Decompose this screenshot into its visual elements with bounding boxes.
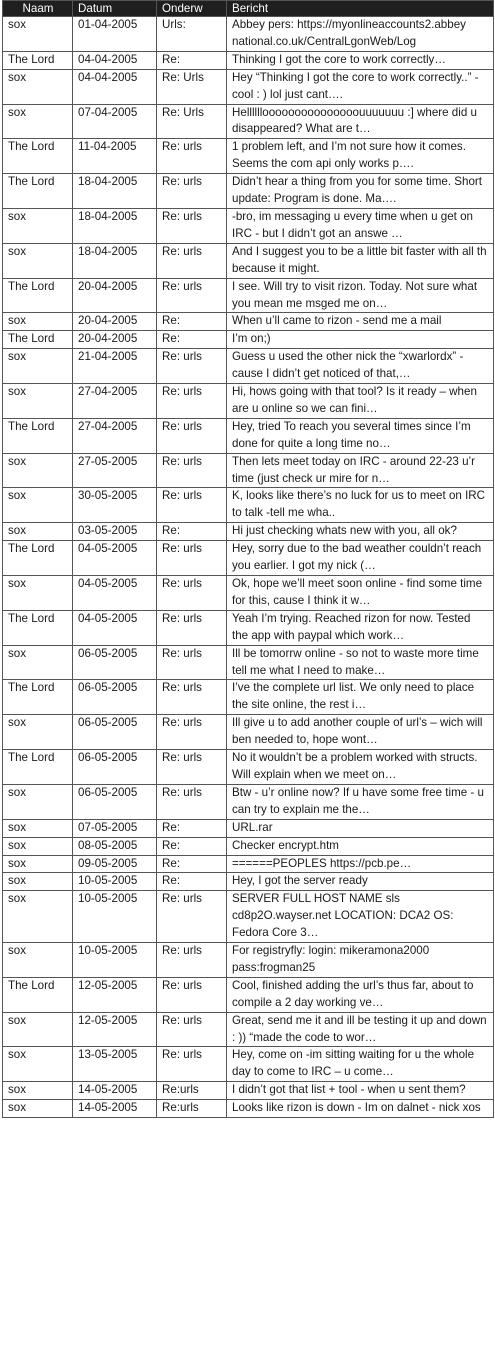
cell-bericht: I didn’t got that list + tool - when u sent them? xyxy=(227,1082,494,1100)
cell-onderw: Re: urls xyxy=(157,278,227,313)
table-row xyxy=(3,819,494,837)
cell-naam: The Lord xyxy=(3,418,73,453)
cell-bericht: I see. Will try to visit rizon. Today. Not sure what you mean me msged me on… xyxy=(227,278,494,313)
table-row xyxy=(3,873,494,891)
cell-onderw: Re: urls xyxy=(157,680,227,715)
cell-onderw: Re: urls xyxy=(157,610,227,645)
cell-datum: 03-05-2005 xyxy=(73,523,157,541)
cell-onderw: Re:urls xyxy=(157,1082,227,1100)
table-row xyxy=(3,977,494,1012)
cell-naam: sox xyxy=(3,873,73,891)
table-row xyxy=(3,104,494,139)
message-log-table xyxy=(2,0,494,1118)
table-row xyxy=(3,488,494,523)
cell-datum: 08-05-2005 xyxy=(73,837,157,855)
table-row xyxy=(3,139,494,174)
cell-datum: 18-04-2005 xyxy=(73,174,157,209)
cell-naam: sox xyxy=(3,453,73,488)
cell-naam: sox xyxy=(3,349,73,384)
cell-naam: The Lord xyxy=(3,680,73,715)
cell-datum: 04-05-2005 xyxy=(73,541,157,576)
cell-naam: The Lord xyxy=(3,750,73,785)
cell-naam: The Lord xyxy=(3,278,73,313)
cell-datum: 20-04-2005 xyxy=(73,313,157,331)
table-header-row xyxy=(3,1,494,17)
cell-naam: sox xyxy=(3,1012,73,1047)
cell-datum: 04-04-2005 xyxy=(73,69,157,104)
cell-onderw: Re: urls xyxy=(157,784,227,819)
cell-bericht: K, looks like there’s no luck for us to meet on IRC to talk -tell me wha.. xyxy=(227,488,494,523)
cell-datum: 04-04-2005 xyxy=(73,51,157,69)
cell-bericht: Ok, hope we’ll meet soon online - find some time for this, cause I think it w… xyxy=(227,576,494,611)
table-row xyxy=(3,331,494,349)
cell-naam: sox xyxy=(3,313,73,331)
cell-datum: 07-05-2005 xyxy=(73,819,157,837)
table-row xyxy=(3,1100,494,1118)
cell-bericht: Hey, come on -im sitting waiting for u the whole day to come to IRC – u come… xyxy=(227,1047,494,1082)
cell-onderw: Re: urls xyxy=(157,541,227,576)
cell-onderw: Re: urls xyxy=(157,715,227,750)
cell-bericht: Thinking I got the core to work correctly… xyxy=(227,51,494,69)
table-row xyxy=(3,51,494,69)
cell-datum: 20-04-2005 xyxy=(73,278,157,313)
cell-onderw: Re: Urls xyxy=(157,69,227,104)
cell-datum: 18-04-2005 xyxy=(73,243,157,278)
cell-datum: 12-05-2005 xyxy=(73,1012,157,1047)
cell-onderw: Re: urls xyxy=(157,208,227,243)
column-header-naam: Naam xyxy=(3,1,73,17)
table-row xyxy=(3,418,494,453)
cell-naam: sox xyxy=(3,645,73,680)
cell-bericht: Btw - u’r online now? If u have some free time - u can try to explain me the… xyxy=(227,784,494,819)
cell-onderw: Re:urls xyxy=(157,1100,227,1118)
cell-naam: sox xyxy=(3,715,73,750)
cell-onderw: Re: urls xyxy=(157,645,227,680)
cell-datum: 11-04-2005 xyxy=(73,139,157,174)
table-row xyxy=(3,680,494,715)
cell-naam: The Lord xyxy=(3,541,73,576)
cell-naam: sox xyxy=(3,1082,73,1100)
cell-datum: 13-05-2005 xyxy=(73,1047,157,1082)
table-row xyxy=(3,750,494,785)
cell-naam: sox xyxy=(3,855,73,873)
cell-onderw: Re: urls xyxy=(157,243,227,278)
cell-bericht: Hey, sorry due to the bad weather couldn’t reach you earlier. I got my nick (… xyxy=(227,541,494,576)
cell-onderw: Re: urls xyxy=(157,349,227,384)
cell-naam: The Lord xyxy=(3,174,73,209)
cell-bericht: Hey, I got the server ready xyxy=(227,873,494,891)
cell-naam: sox xyxy=(3,576,73,611)
cell-datum: 21-04-2005 xyxy=(73,349,157,384)
cell-onderw: Re: urls xyxy=(157,418,227,453)
cell-bericht: Great, send me it and ill be testing it up and down : )) “made the code to wor… xyxy=(227,1012,494,1047)
cell-naam: sox xyxy=(3,943,73,978)
cell-bericht: For registryfly: login: mikeramona2000 pass:frogman25 xyxy=(227,943,494,978)
cell-bericht: Guess u used the other nick the “xwarlordx” - cause I didn’t get noticed of that,… xyxy=(227,349,494,384)
cell-onderw: Re: Urls xyxy=(157,104,227,139)
table-row xyxy=(3,174,494,209)
cell-naam: sox xyxy=(3,104,73,139)
cell-bericht: Ill be tomorrw online - so not to waste more time tell me what I need to make… xyxy=(227,645,494,680)
table-row xyxy=(3,1082,494,1100)
table-row xyxy=(3,313,494,331)
table-row xyxy=(3,69,494,104)
table-row xyxy=(3,1012,494,1047)
cell-datum: 18-04-2005 xyxy=(73,208,157,243)
cell-onderw: Re: urls xyxy=(157,384,227,419)
table-row xyxy=(3,610,494,645)
cell-datum: 06-05-2005 xyxy=(73,750,157,785)
table-row xyxy=(3,243,494,278)
column-header-onderw: Onderw xyxy=(157,1,227,17)
cell-onderw: Urls: xyxy=(157,17,227,52)
cell-naam: sox xyxy=(3,243,73,278)
cell-datum: 04-05-2005 xyxy=(73,610,157,645)
table-row xyxy=(3,715,494,750)
cell-bericht: Hey “Thinking I got the core to work correctly..” - cool : ) lol just cant…. xyxy=(227,69,494,104)
cell-onderw: Re: urls xyxy=(157,1012,227,1047)
cell-datum: 06-05-2005 xyxy=(73,645,157,680)
table-row xyxy=(3,278,494,313)
cell-bericht: Ill give u to add another couple of url’s – wich will ben needed to, hope wont… xyxy=(227,715,494,750)
cell-bericht: Looks like rizon is down - Im on dalnet - nick xos xyxy=(227,1100,494,1118)
cell-onderw: Re: urls xyxy=(157,943,227,978)
cell-datum: 12-05-2005 xyxy=(73,977,157,1012)
cell-naam: sox xyxy=(3,384,73,419)
cell-bericht: URL.rar xyxy=(227,819,494,837)
cell-bericht: Hi, hows going with that tool? Is it ready – when are u online so we can fini… xyxy=(227,384,494,419)
table-row xyxy=(3,784,494,819)
cell-naam: The Lord xyxy=(3,139,73,174)
cell-datum: 06-05-2005 xyxy=(73,715,157,750)
cell-naam: sox xyxy=(3,488,73,523)
cell-bericht: Abbey pers: https://myonlineaccounts2.abbey national.co.uk/CentralLgonWeb/Log xyxy=(227,17,494,52)
cell-bericht: ======PEOPLES https://pcb.pe… xyxy=(227,855,494,873)
cell-datum: 27-05-2005 xyxy=(73,453,157,488)
cell-bericht: -bro, im messaging u every time when u get on IRC - but I didn’t got an answe … xyxy=(227,208,494,243)
table-row xyxy=(3,17,494,52)
cell-onderw: Re: xyxy=(157,837,227,855)
cell-datum: 27-04-2005 xyxy=(73,418,157,453)
cell-naam: sox xyxy=(3,819,73,837)
cell-naam: sox xyxy=(3,1100,73,1118)
table-row xyxy=(3,208,494,243)
cell-bericht: Yeah I’m trying. Reached rizon for now. Tested the app with paypal which work… xyxy=(227,610,494,645)
cell-datum: 30-05-2005 xyxy=(73,488,157,523)
cell-onderw: Re: xyxy=(157,855,227,873)
cell-onderw: Re: urls xyxy=(157,453,227,488)
column-header-datum: Datum xyxy=(73,1,157,17)
cell-bericht: And I suggest you to be a little bit faster with all th because it might. xyxy=(227,243,494,278)
table-row xyxy=(3,576,494,611)
cell-naam: sox xyxy=(3,837,73,855)
cell-bericht: Hi just checking whats new with you, all ok? xyxy=(227,523,494,541)
cell-datum: 10-05-2005 xyxy=(73,873,157,891)
cell-datum: 01-04-2005 xyxy=(73,17,157,52)
cell-onderw: Re: urls xyxy=(157,891,227,943)
cell-onderw: Re: xyxy=(157,819,227,837)
table-row xyxy=(3,384,494,419)
cell-datum: 09-05-2005 xyxy=(73,855,157,873)
cell-onderw: Re: urls xyxy=(157,488,227,523)
cell-onderw: Re: xyxy=(157,873,227,891)
table-row xyxy=(3,837,494,855)
cell-onderw: Re: urls xyxy=(157,977,227,1012)
cell-onderw: Re: urls xyxy=(157,1047,227,1082)
cell-bericht: I’ve the complete url list. We only need to place the site online, the rest i… xyxy=(227,680,494,715)
cell-naam: sox xyxy=(3,784,73,819)
cell-datum: 10-05-2005 xyxy=(73,891,157,943)
cell-naam: The Lord xyxy=(3,610,73,645)
cell-onderw: Re: xyxy=(157,523,227,541)
cell-naam: sox xyxy=(3,891,73,943)
table-row xyxy=(3,645,494,680)
table-row xyxy=(3,523,494,541)
cell-naam: sox xyxy=(3,17,73,52)
cell-naam: The Lord xyxy=(3,977,73,1012)
cell-naam: The Lord xyxy=(3,51,73,69)
cell-bericht: Hellllllooooooooooooooouuuuuuu :] where did u disappeared? What are t… xyxy=(227,104,494,139)
cell-bericht: Didn’t hear a thing from you for some time. Short update: Program is done. Ma…. xyxy=(227,174,494,209)
cell-datum: 04-05-2005 xyxy=(73,576,157,611)
table-row xyxy=(3,891,494,943)
cell-naam: The Lord xyxy=(3,331,73,349)
cell-naam: sox xyxy=(3,1047,73,1082)
cell-bericht: When u’ll came to rizon - send me a mail xyxy=(227,313,494,331)
cell-onderw: Re: xyxy=(157,51,227,69)
cell-datum: 06-05-2005 xyxy=(73,784,157,819)
cell-onderw: Re: urls xyxy=(157,750,227,785)
table-body xyxy=(3,17,494,1118)
column-header-bericht: Bericht xyxy=(227,1,494,17)
table-row xyxy=(3,855,494,873)
cell-naam: sox xyxy=(3,69,73,104)
cell-bericht: Then lets meet today on IRC - around 22-23 u’r time (just check ur mire for n… xyxy=(227,453,494,488)
table-row xyxy=(3,1047,494,1082)
cell-naam: sox xyxy=(3,523,73,541)
cell-onderw: Re: xyxy=(157,313,227,331)
cell-datum: 27-04-2005 xyxy=(73,384,157,419)
table-row xyxy=(3,943,494,978)
cell-datum: 07-04-2005 xyxy=(73,104,157,139)
cell-bericht: SERVER FULL HOST NAME sls cd8p2O.wayser.net LOCATION: DCA2 OS: Fedora Core 3… xyxy=(227,891,494,943)
cell-datum: 20-04-2005 xyxy=(73,331,157,349)
table-row xyxy=(3,541,494,576)
cell-bericht: I’m on;) xyxy=(227,331,494,349)
cell-naam: sox xyxy=(3,208,73,243)
cell-bericht: 1 problem left, and I’m not sure how it comes. Seems the com api only works p…. xyxy=(227,139,494,174)
table-row xyxy=(3,349,494,384)
cell-bericht: Hey, tried To reach you several times since I’m done for quite a long time no… xyxy=(227,418,494,453)
cell-onderw: Re: urls xyxy=(157,174,227,209)
cell-bericht: No it wouldn’t be a problem worked with structs. Will explain when we meet on… xyxy=(227,750,494,785)
cell-onderw: Re: urls xyxy=(157,139,227,174)
cell-datum: 14-05-2005 xyxy=(73,1082,157,1100)
cell-onderw: Re: xyxy=(157,331,227,349)
cell-onderw: Re: urls xyxy=(157,576,227,611)
cell-bericht: Cool, finished adding the url’s thus far, about to compile a 2 day working ve… xyxy=(227,977,494,1012)
cell-datum: 06-05-2005 xyxy=(73,680,157,715)
table-row xyxy=(3,453,494,488)
cell-datum: 14-05-2005 xyxy=(73,1100,157,1118)
cell-datum: 10-05-2005 xyxy=(73,943,157,978)
cell-bericht: Checker encrypt.htm xyxy=(227,837,494,855)
